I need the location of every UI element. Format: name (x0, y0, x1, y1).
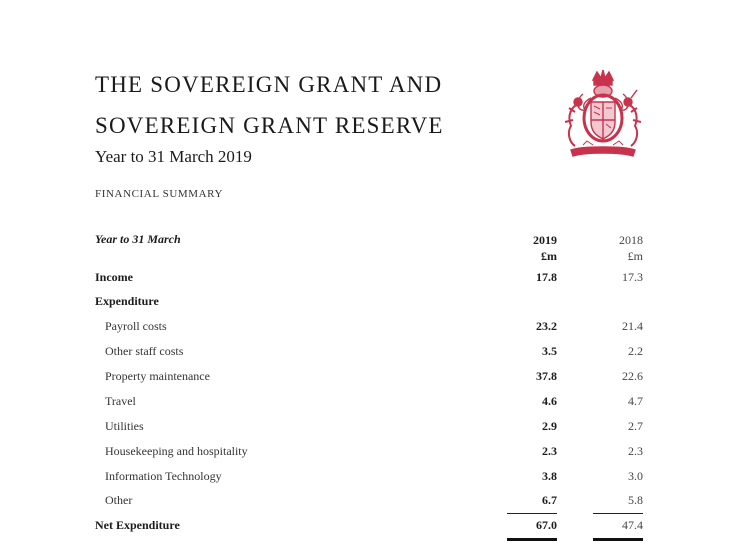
total-rule-2018 (593, 538, 643, 541)
row-label: Information Technology (105, 469, 222, 483)
table-row (0, 444, 750, 464)
column-2018-year: 2018 (619, 233, 643, 247)
page-title-line-1: THE SOVEREIGN GRANT AND (95, 72, 443, 97)
value-2018: 17.3 (622, 270, 643, 284)
value-2018: 21.4 (622, 319, 643, 333)
row-label: Property maintenance (105, 369, 210, 383)
value-2019: 3.5 (542, 344, 557, 358)
row-label: Other staff costs (105, 344, 184, 358)
value-2018: 4.7 (628, 394, 643, 408)
value-2018: 2.3 (628, 444, 643, 458)
table-row (0, 369, 750, 389)
value-2018: 3.0 (628, 469, 643, 483)
table-row (0, 319, 750, 339)
section-heading: FINANCIAL SUMMARY (95, 188, 224, 200)
table-row-net-expenditure (0, 518, 750, 538)
table-row (0, 469, 750, 489)
value-2019: 17.8 (536, 270, 557, 284)
value-2018: 22.6 (622, 369, 643, 383)
row-label: Housekeeping and hospitality (105, 444, 248, 458)
table-row (0, 344, 750, 364)
value-2018: 5.8 (628, 493, 643, 507)
table-row (0, 419, 750, 439)
row-label: Net Expenditure (95, 518, 180, 532)
page-title-line-2: SOVEREIGN GRANT RESERVE (95, 113, 444, 138)
column-2018-unit: £m (627, 249, 643, 263)
total-rule-2019 (507, 538, 557, 541)
table-row-expenditure-heading (0, 294, 750, 314)
period-label: Year to 31 March (95, 232, 181, 246)
table-row-income (0, 270, 750, 290)
value-2019: 37.8 (536, 369, 557, 383)
row-label: Expenditure (95, 294, 159, 308)
value-2018: 2.2 (628, 344, 643, 358)
page-subtitle: Year to 31 March 2019 (95, 147, 252, 166)
table-row (0, 493, 750, 513)
row-label: Travel (105, 394, 136, 408)
row-label: Utilities (105, 419, 144, 433)
value-2019: 3.8 (542, 469, 557, 483)
subtotal-rule-2018 (593, 513, 643, 514)
value-2018: 47.4 (622, 518, 643, 532)
row-label: Payroll costs (105, 319, 167, 333)
table-row (0, 394, 750, 414)
column-2019-unit: £m (541, 249, 557, 263)
value-2019: 2.3 (542, 444, 557, 458)
column-2019-year: 2019 (533, 233, 557, 247)
value-2019: 6.7 (542, 493, 557, 507)
royal-coat-of-arms-icon (553, 64, 653, 160)
value-2019: 67.0 (536, 518, 557, 532)
value-2019: 2.9 (542, 419, 557, 433)
subtotal-rule-2019 (507, 513, 557, 514)
row-label: Other (105, 493, 133, 507)
value-2018: 2.7 (628, 419, 643, 433)
row-label: Income (95, 270, 133, 284)
value-2019: 4.6 (542, 394, 557, 408)
value-2019: 23.2 (536, 319, 557, 333)
